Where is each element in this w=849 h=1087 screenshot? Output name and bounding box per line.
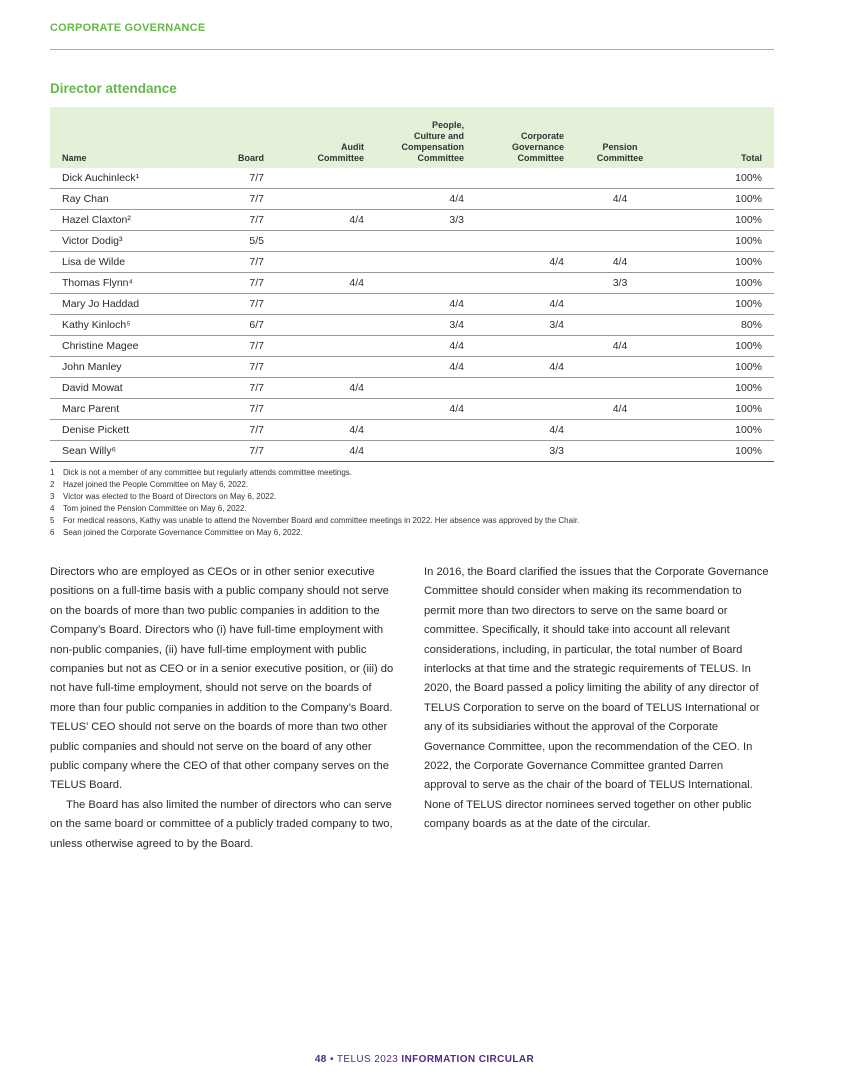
cell-name: Dick Auchinleck¹ <box>50 168 200 189</box>
cell-total: 100% <box>670 378 774 399</box>
cell-pension: 3/3 <box>570 273 670 294</box>
cell-pension <box>570 441 670 462</box>
footnote: 1 Dick is not a member of any committee but regularly attends committee meetings. <box>50 468 353 477</box>
table-row <box>50 189 774 210</box>
cell-total: 100% <box>670 357 774 378</box>
cell-name: Marc Parent <box>50 399 200 420</box>
cell-audit: 4/4 <box>270 273 370 294</box>
cell-audit <box>270 357 370 378</box>
cell-pension: 4/4 <box>570 189 670 210</box>
cell-corporate: 4/4 <box>470 420 570 441</box>
cell-name: Lisa de Wilde <box>50 252 200 273</box>
cell-people <box>370 231 470 252</box>
cell-board: 7/7 <box>200 420 270 441</box>
cell-pension <box>570 357 670 378</box>
cell-audit <box>270 336 370 357</box>
cell-name: Kathy Kinloch⁵ <box>50 315 200 336</box>
footnote: 5 For medical reasons, Kathy was unable to attend the November Board and committee meetings in 2022. Her absence was approved by the Chair. <box>50 516 580 525</box>
cell-corporate <box>470 210 570 231</box>
cell-name: Denise Pickett <box>50 420 200 441</box>
cell-audit <box>270 294 370 315</box>
cell-people <box>370 420 470 441</box>
cell-audit: 4/4 <box>270 378 370 399</box>
table-row <box>50 441 774 462</box>
cell-pension <box>570 168 670 189</box>
cell-total: 100% <box>670 273 774 294</box>
cell-total: 100% <box>670 441 774 462</box>
cell-corporate <box>470 399 570 420</box>
cell-corporate <box>470 189 570 210</box>
table-row <box>50 210 774 231</box>
cell-audit: 4/4 <box>270 210 370 231</box>
cell-total: 100% <box>670 399 774 420</box>
footnote: 2 Hazel joined the People Committee on May 6, 2022. <box>50 480 248 489</box>
cell-people <box>370 378 470 399</box>
body-paragraph: The Board has also limited the number of directors who can serve on the same board or committee of a publicly traded company to two, unless otherwise agreed to by the Board. <box>50 798 393 850</box>
table-row <box>50 399 774 420</box>
table-row <box>50 252 774 273</box>
cell-board: 7/7 <box>200 378 270 399</box>
cell-total: 100% <box>670 210 774 231</box>
cell-audit: 4/4 <box>270 441 370 462</box>
table-header-row <box>50 107 774 168</box>
cell-audit: 4/4 <box>270 420 370 441</box>
cell-corporate: 4/4 <box>470 357 570 378</box>
cell-name: John Manley <box>50 357 200 378</box>
cell-pension: 4/4 <box>570 399 670 420</box>
cell-pension <box>570 231 670 252</box>
body-right-column <box>424 563 769 835</box>
cell-corporate <box>470 231 570 252</box>
table-row <box>50 336 774 357</box>
section-label: CORPORATE GOVERNANCE <box>50 22 206 34</box>
cell-people <box>370 441 470 462</box>
cell-name: Thomas Flynn⁴ <box>50 273 200 294</box>
cell-people: 4/4 <box>370 189 470 210</box>
cell-board: 7/7 <box>200 189 270 210</box>
body-paragraph: Directors who are employed as CEOs or in other senior executive positions on a full-time basis with a public company should not serve on the boards of more than two public companies in addition to the Company’s Board. Directors who (i) have full-time employment with non-public companies, (ii) have full-time employment with public companies but not as CEO or in a senior executive position, or (iii) do not have full-time employment, should not serve on the boards of more than four public companies in addition to the Company’s Board. TELUS’ CEO should not serve on the boards of more than two other public companies and should not serve on the board of any other public company where the CEO of that other company serves on the TELUS Board. <box>50 566 394 792</box>
cell-board: 7/7 <box>200 252 270 273</box>
footnote: 6 Sean joined the Corporate Governance Committee on May 6, 2022. <box>50 528 303 537</box>
header-pension: Pension Committee <box>570 107 670 168</box>
page-footer <box>0 1054 849 1065</box>
footnote: 4 Tom joined the Pension Committee on May 6, 2022. <box>50 504 247 513</box>
table-row <box>50 378 774 399</box>
cell-name: Hazel Claxton² <box>50 210 200 231</box>
cell-board: 7/7 <box>200 336 270 357</box>
cell-pension <box>570 420 670 441</box>
footer-bullet: • <box>329 1054 334 1065</box>
cell-total: 100% <box>670 189 774 210</box>
director-attendance-table <box>50 107 774 462</box>
cell-people: 4/4 <box>370 357 470 378</box>
cell-corporate <box>470 273 570 294</box>
cell-audit <box>270 399 370 420</box>
cell-people: 4/4 <box>370 399 470 420</box>
cell-audit <box>270 168 370 189</box>
cell-total: 100% <box>670 420 774 441</box>
cell-board: 7/7 <box>200 399 270 420</box>
cell-total: 100% <box>670 252 774 273</box>
footer-doc-title: INFORMATION CIRCULAR <box>401 1054 535 1065</box>
cell-name: Christine Magee <box>50 336 200 357</box>
cell-name: Ray Chan <box>50 189 200 210</box>
cell-corporate <box>470 336 570 357</box>
cell-name: Victor Dodig³ <box>50 231 200 252</box>
table-row <box>50 168 774 189</box>
cell-board: 7/7 <box>200 294 270 315</box>
cell-board: 6/7 <box>200 315 270 336</box>
cell-board: 7/7 <box>200 273 270 294</box>
cell-pension <box>570 294 670 315</box>
header-board: Board <box>200 107 270 168</box>
cell-people <box>370 252 470 273</box>
cell-board: 7/7 <box>200 357 270 378</box>
cell-people: 4/4 <box>370 336 470 357</box>
cell-board: 7/7 <box>200 441 270 462</box>
cell-board: 5/5 <box>200 231 270 252</box>
cell-total: 100% <box>670 336 774 357</box>
cell-corporate: 4/4 <box>470 294 570 315</box>
cell-pension: 4/4 <box>570 336 670 357</box>
cell-board: 7/7 <box>200 168 270 189</box>
header-audit: Audit Committee <box>270 107 370 168</box>
body-paragraph: In 2016, the Board clarified the issues that the Corporate Governance Committee should consider when making its recommendation to permit more than two directors to serve on the same board or committee. Specifically, it should take into account all relevant considerations, including, in particular, the total number of Board interlocks at that time and the strategic requirements of TELUS. In 2020, the Board passed a policy limiting the ability of any director of TELUS Corporation to serve on the board of TELUS International or any of its subsidiaries without the approval of the Corporate Governance Committee, upon the recommendation of the CEO. In 2022, the Corporate Governance Committee granted Darren approval to serve as the chair of the board of TELUS International. None of TELUS director nominees served together on other public company boards as at the date of the circular. <box>424 566 769 831</box>
cell-corporate: 3/3 <box>470 441 570 462</box>
cell-corporate: 4/4 <box>470 252 570 273</box>
cell-people: 4/4 <box>370 294 470 315</box>
table-row <box>50 231 774 252</box>
cell-pension <box>570 210 670 231</box>
cell-name: David Mowat <box>50 378 200 399</box>
cell-audit <box>270 252 370 273</box>
cell-audit <box>270 189 370 210</box>
table-row <box>50 294 774 315</box>
cell-pension <box>570 378 670 399</box>
body-left-column <box>50 563 395 854</box>
header-corporate-governance: Corporate Governance Committee <box>470 107 570 168</box>
table-row <box>50 315 774 336</box>
cell-total: 100% <box>670 294 774 315</box>
header-people: People, Culture and Compensation Committee <box>370 107 470 168</box>
cell-corporate <box>470 168 570 189</box>
cell-total: 100% <box>670 231 774 252</box>
cell-name: Sean Willy⁶ <box>50 441 200 462</box>
header-rule <box>50 49 774 50</box>
cell-total: 100% <box>670 168 774 189</box>
footnote: 3 Victor was elected to the Board of Directors on May 6, 2022. <box>50 492 277 501</box>
cell-corporate <box>470 378 570 399</box>
cell-audit <box>270 315 370 336</box>
cell-pension <box>570 315 670 336</box>
header-total: Total <box>670 107 774 168</box>
cell-board: 7/7 <box>200 210 270 231</box>
cell-corporate: 3/4 <box>470 315 570 336</box>
table-heading: Director attendance <box>50 81 177 96</box>
table-row <box>50 273 774 294</box>
cell-people: 3/3 <box>370 210 470 231</box>
table-row <box>50 420 774 441</box>
cell-people <box>370 168 470 189</box>
cell-pension: 4/4 <box>570 252 670 273</box>
cell-total: 80% <box>670 315 774 336</box>
header-name: Name <box>50 107 200 168</box>
cell-people <box>370 273 470 294</box>
table-row <box>50 357 774 378</box>
page-number: 48 <box>314 1054 327 1065</box>
footnotes <box>50 467 774 539</box>
cell-name: Mary Jo Haddad <box>50 294 200 315</box>
cell-people: 3/4 <box>370 315 470 336</box>
cell-audit <box>270 231 370 252</box>
footer-company: TELUS 2023 <box>336 1054 399 1065</box>
